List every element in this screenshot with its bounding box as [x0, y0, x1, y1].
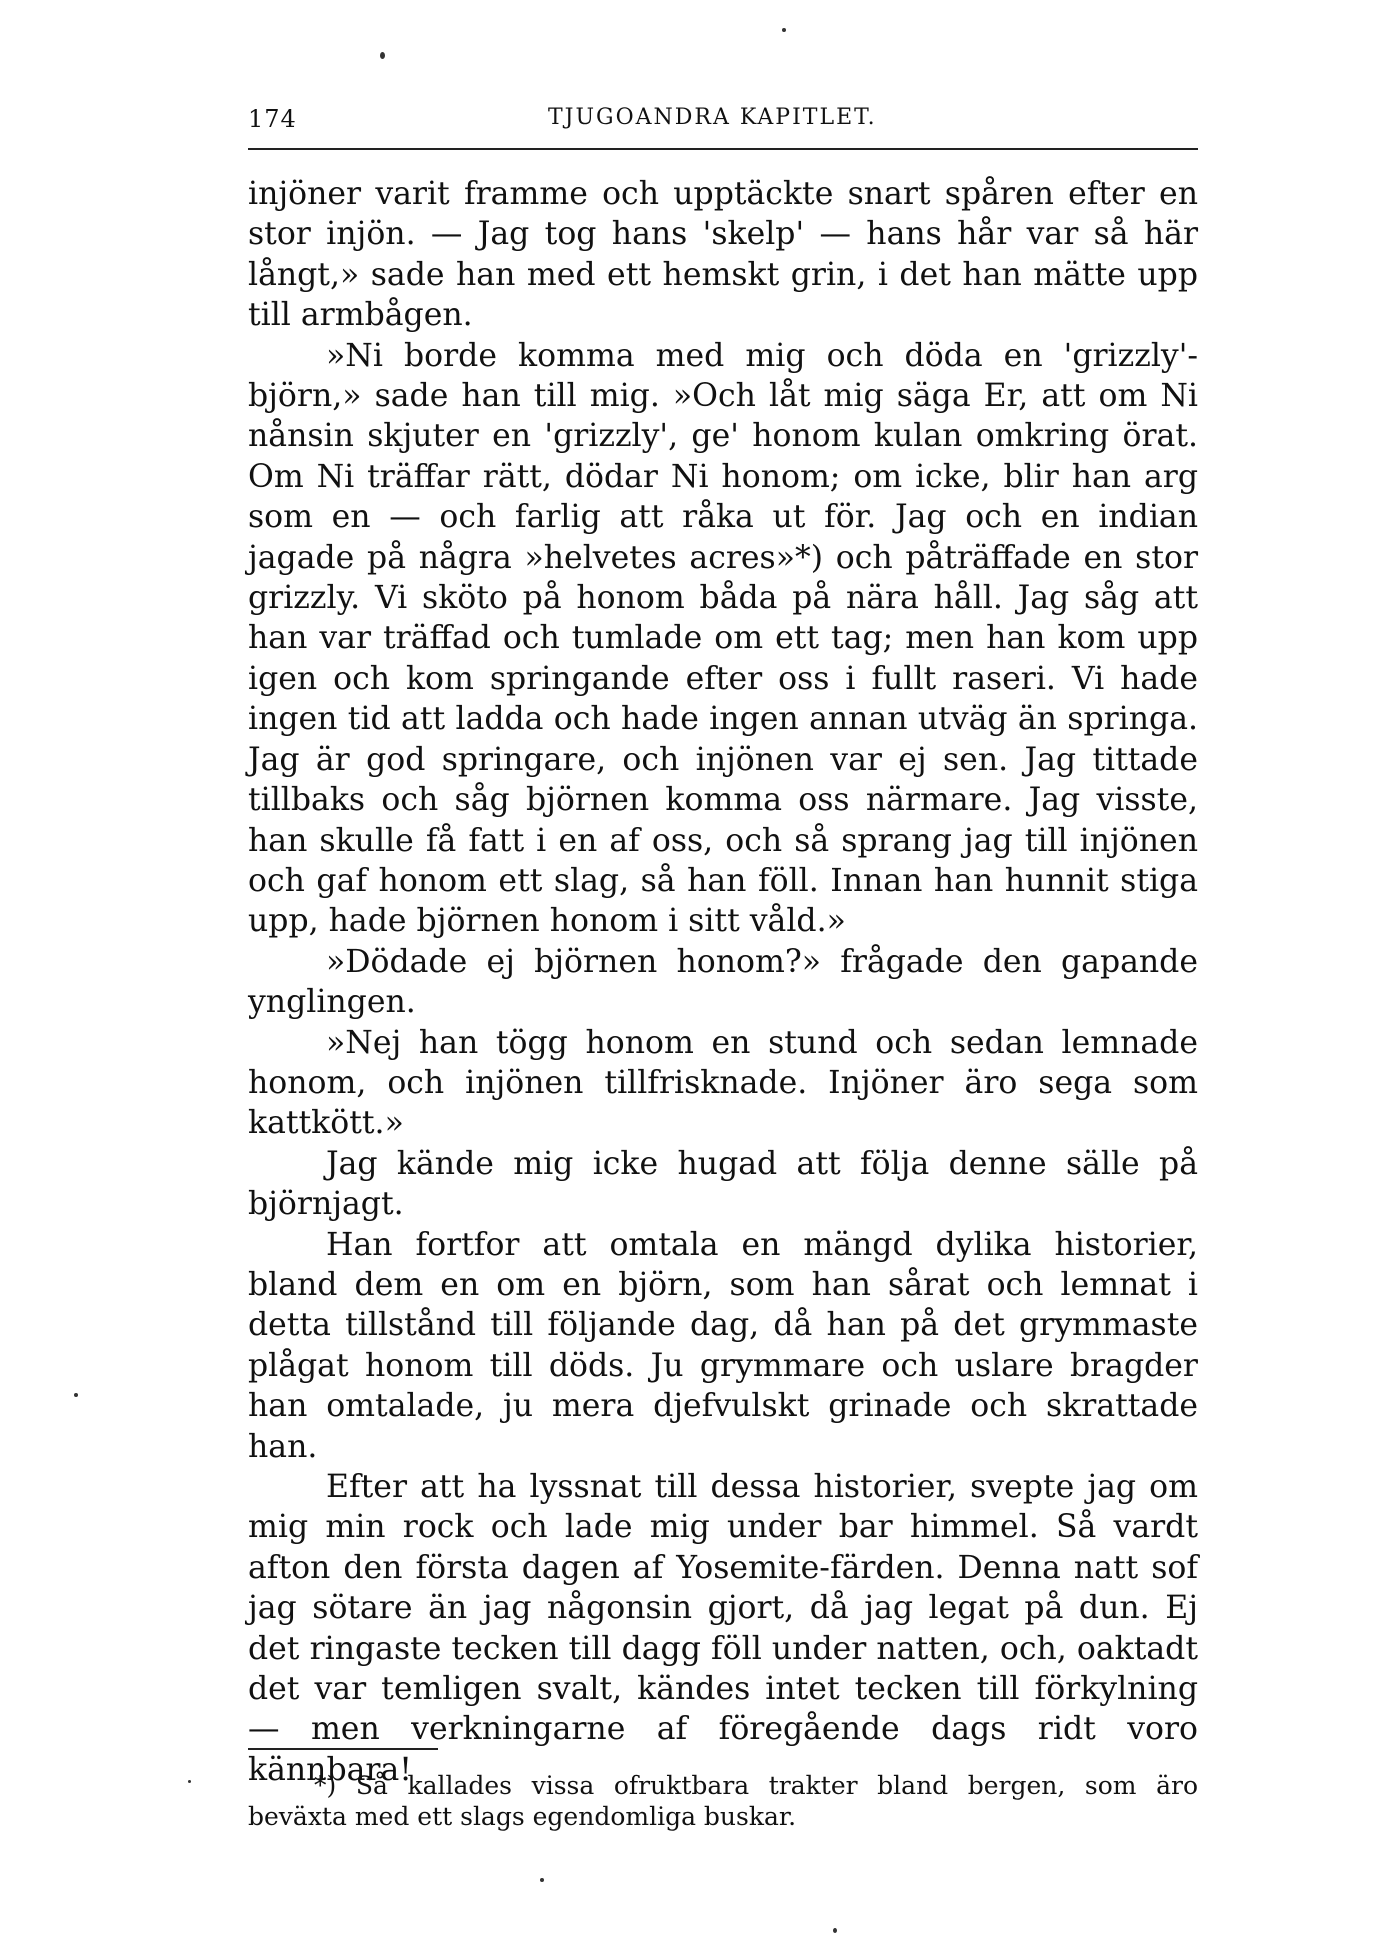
scan-speck	[188, 1780, 191, 1783]
footnote-rule	[248, 1748, 438, 1750]
paragraph: »Nej han tögg honom en stund och sedan lemnade honom, och injönen tillfrisknade. Injöner äro sega som kattkött.»	[248, 1024, 1198, 1142]
paragraph: Efter att ha lyssnat till dessa historier, svepte jag om mig min rock och lade mig under bar himmel. Så vardt afton den första dagen af Yosemite-färden. Denna natt sof jag sötare än jag någonsin gjort, då jag legat på dun. Ej det ringaste tecken till dagg föll under natten, och, oaktadt det var temligen svalt, kändes intet tecken till förkylning — men verkningarne af föregående dags ridt voro kännbara!	[248, 1469, 1198, 1788]
footnote-text: *) Så kallades vissa ofruktbara trakter bland bergen, som äro beväxta med ett slags egendomliga buskar.	[248, 1771, 1198, 1831]
running-head: TJUGOANDRA KAPITLET.	[548, 105, 877, 130]
scan-speck	[833, 1928, 837, 1933]
paragraph: Jag kände mig icke hugad att följa denne sälle på björnjagt.	[248, 1145, 1198, 1223]
paragraph: »Ni borde komma med mig och döda en 'grizzly'-björn,» sade han till mig. »Och låt mig säga Er, att om Ni nånsin skjuter en 'grizzly', ge' honom kulan omkring örat. Om Ni träffar rätt, dödar Ni honom; om icke, blir han arg som en — och farlig att råka ut för. Jag och en indian jagade på några »helvetes acres»*) och påträffade en stor grizzly. Vi sköto på honom båda på nära håll. Jag såg att han var träffad och tumlade om ett tag; men han kom upp igen och kom springande efter oss i fullt raseri. Vi hade ingen tid att ladda och hade ingen annan utväg än springa. Jag är god springare, och injönen var ej sen. Jag tittade tillbaks och såg björnen komma oss närmare. Jag visste, han skulle få fatt i en af oss, och så sprang jag till injönen och gaf honom ett slag, så han föll. Innan han hunnit stiga upp, hade björnen honom i sitt våld.»	[248, 337, 1198, 940]
scan-speck	[74, 1393, 78, 1397]
paragraph: injöner varit framme och upptäckte snart spåren efter en stor injön. — Jag tog hans 'skelp' — hans hår var så här långt,» sade han med ett hemskt grin, i det han mätte upp till armbågen.	[248, 176, 1198, 334]
body-text	[248, 174, 1198, 1790]
scan-speck	[380, 52, 385, 59]
scan-speck	[782, 28, 786, 32]
paragraph: Han fortfor att omtala en mängd dylika historier, bland dem en om en björn, som han sårat och lemnat i detta tillstånd till följande dag, då han på det grymmaste plågat honom till döds. Ju grymmare och uslare bragder han omtalade, ju mera djefvulskt grinade och skrattade han.	[248, 1226, 1198, 1465]
page-number: 174	[248, 105, 297, 133]
header-rule	[248, 148, 1198, 150]
paragraph: »Dödade ej björnen honom?» frågade den gapande ynglingen.	[248, 943, 1198, 1021]
page-header	[248, 105, 1198, 145]
footnote	[248, 1770, 1198, 1832]
scan-speck	[540, 1878, 544, 1882]
